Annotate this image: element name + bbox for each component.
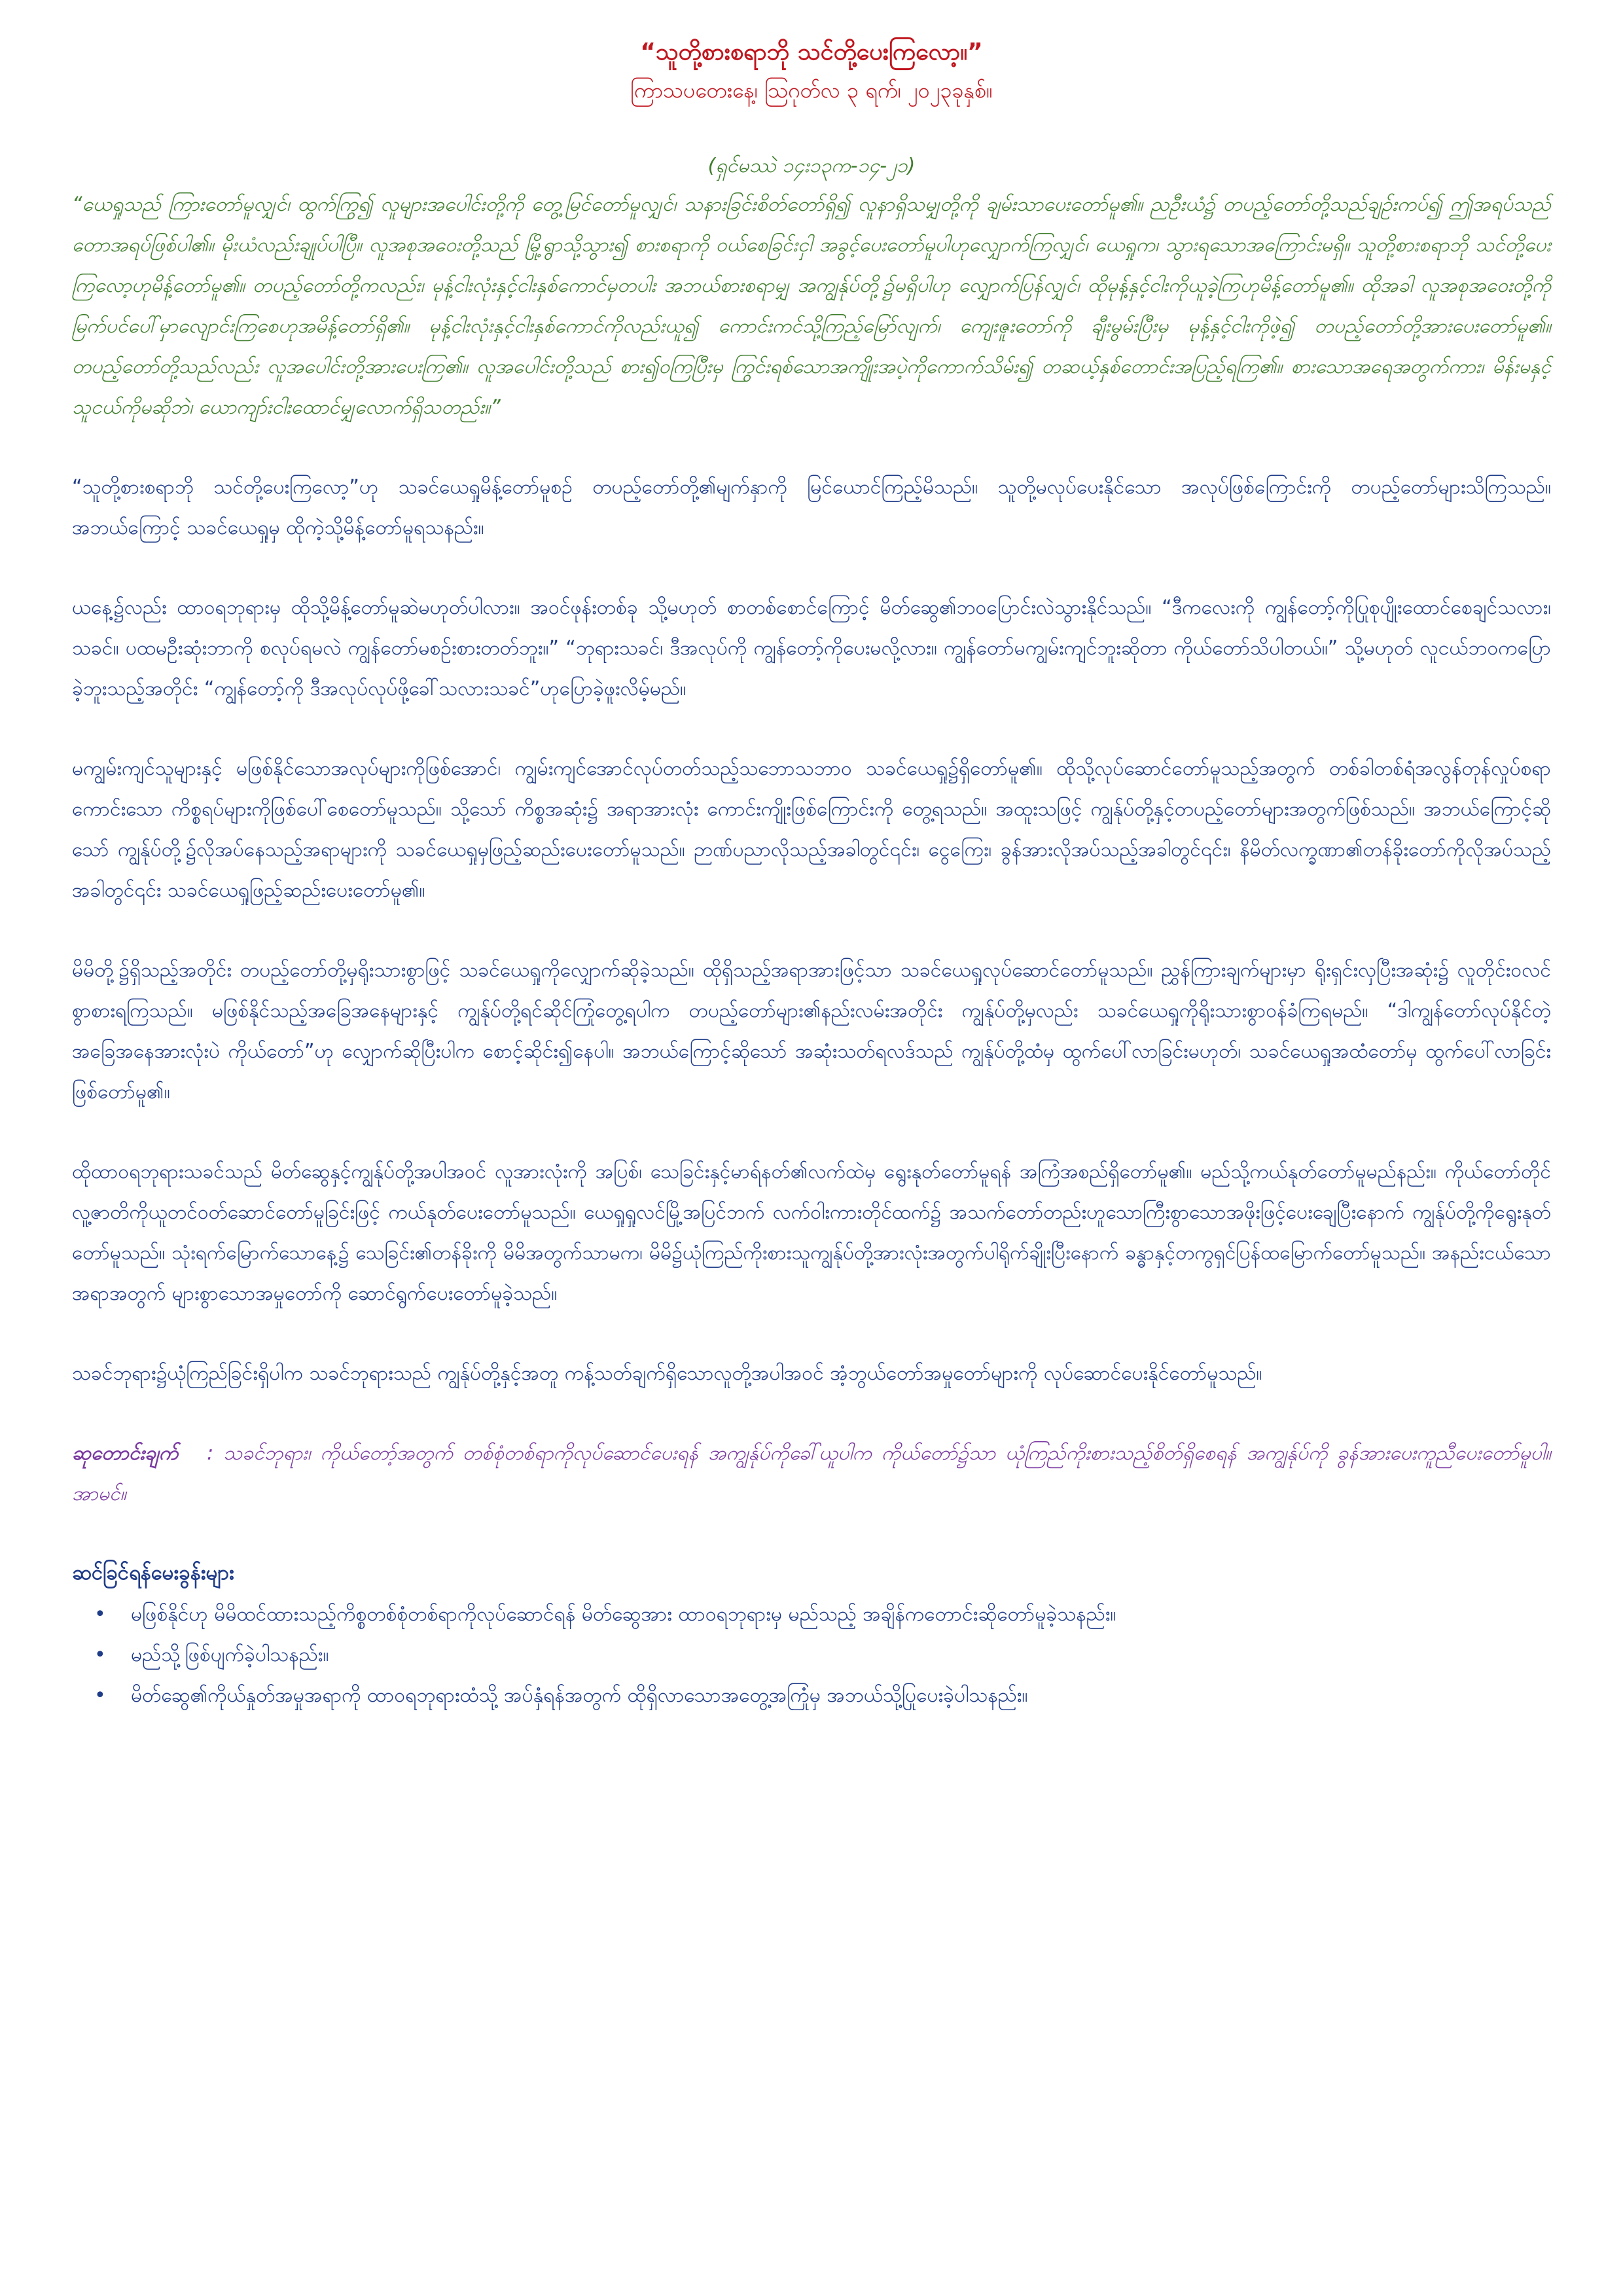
body-paragraph-5: ထိုထာဝရဘုရားသခင်သည် မိတ်ဆွေနှင့်ကျွန်ုပ်တို့အပါအဝင် လူအားလုံးကို အပြစ်၊ သေခြင်းနှင့်မာရ်နတ်၏လက်ထဲမှ ရွေးနုတ်တော်မူရန် အကြံအစည်ရှိတော်မူ၏။ မည်သို့ကယ်နုတ်တော်မူမည်နည်း။ ကိုယ်တော်တိုင် လူ့ဇာတိကိုယူတင်ဝတ်ဆောင်တော်မူခြင်းဖြင့် ကယ်နုတ်ပေးတော်မူသည်။ ယေရှုရှုလင်မြို့အပြင်ဘက် လက်ဝါးကားတိုင်ထက်၌ အသက်တော်တည်းဟူသောကြီးစွာသောအဖိုးဖြင့်ပေးချေပြီးနောက် ကျွန်ုပ်တို့ကိုရွေးနုတ်တော်မူသည်။ သုံးရက်မြောက်သောနေ့၌ သေခြင်း၏တန်ခိုးကို မိမိအတွက်သာမက၊ မိမိ၌ယုံကြည်ကိုးစားသူကျွန်ုပ်တို့အားလုံးအတွက်ပါရိုက်ချိုးပြီးနောက် ခန္ဓာနှင့်တကွရှင်ပြန်ထမြောက်တော်မူသည်။ အနည်းငယ်သောအရာအတွက် များစွာသောအမှုတော်ကို ဆောင်ရွက်ပေးတော်မူခဲ့သည်။ (72, 1160, 1551, 1305)
devotional-date: ကြာသပတေးနေ့၊ ဩဂုတ်လ ၃ ရက်၊ ၂၀၂၃ခုနှစ်။ (630, 78, 993, 103)
question-text: မဖြစ်နိုင်ဟု မိမိထင်ထားသည့်ကိစ္စတစ်စုံတစ်ရာကိုလုပ်ဆောင်ရန် မိတ်ဆွေအား ထာဝရဘုရားမှ မည်သည့် အချိန်ကတောင်းဆိုတော်မူခဲ့သနည်း။ (131, 1603, 1116, 1626)
list-item (94, 1635, 1551, 1676)
body-paragraph-2: ယနေ့၌လည်း ထာဝရဘုရားမှ ထိုသို့မိန့်တော်မူဆဲမဟုတ်ပါလား။ အဝင်ဖုန်းတစ်ခု သို့မဟုတ် စာတစ်စောင်ကြောင့် မိတ်ဆွေ၏ဘဝပြောင်းလဲသွားနိုင်သည်။ “ဒီကလေးကို ကျွန်တော့်ကိုပြုစုပျိုးထောင်စေချင်သလား၊ သခင်။ ပထမဦးဆုံးဘာကို စလုပ်ရမလဲ ကျွန်တော်မစဉ်းစားတတ်ဘူး။” “ဘုရားသခင်၊ ဒီအလုပ်ကို ကျွန်တော့်ကိုပေးမလို့လား။ ကျွန်တော်မကျွမ်းကျင်ဘူးဆိုတာ ကိုယ်တော်သိပါတယ်။” သို့မဟုတ် လူငယ်ဘဝကပြောခဲ့ဘူးသည့်အတိုင်း “ကျွန်တော့်ကို ဒီအလုပ်လုပ်ဖို့ခေါ်သလားသခင်”ဟုပြောခဲ့ဖူးလိမ့်မည်။ (72, 596, 1551, 700)
question-text: မည်သို့ဖြစ်ပျက်ခဲ့ပါသနည်း။ (131, 1643, 329, 1666)
bullet-icon: • (94, 1603, 106, 1626)
question-text: မိတ်ဆွေ၏ကိုယ်နှုတ်အမှုအရာကို ထာဝရဘုရားထံသို့ အပ်နှံရန်အတွက် ထိုရှိလာသောအတွေ့အကြုံမှ အဘယ်သို့ပြုပေးခဲ့ပါသနည်း။ (131, 1684, 1028, 1707)
reflection-questions (72, 1554, 1551, 1716)
questions-heading: ဆင်ခြင်ရန်မေးခွန်းများ (72, 1561, 234, 1585)
list-item (94, 1676, 1551, 1716)
prayer-text: : သခင်ဘုရား၊ ကိုယ်တော့်အတွက် တစ်စုံတစ်ရာကိုလုပ်ဆောင်ပေးရန် အကျွန်ုပ်ကိုခေါ်ယူပါက ကိုယ်တော်၌သာ ယုံကြည်ကိုးစားသည့်စိတ်ရှိစေရန် အကျွန်ုပ်ကို ခွန်အားပေးကူညီပေးတော်မူပါ။ အာမင်။ (72, 1442, 1551, 1505)
prayer-block (72, 1433, 1551, 1515)
body-paragraph-3: မကျွမ်းကျင်သူများနှင့် မဖြစ်နိုင်သောအလုပ်များကိုဖြစ်အောင်၊ ကျွမ်းကျင်အောင်လုပ်တတ်သည့်သဘောသဘာဝ သခင်ယေရှု၌ရှိတော်မူ၏။ ထိုသို့လုပ်ဆောင်တော်မူသည့်အတွက် တစ်ခါတစ်ရံအလွန်တုန်လှုပ်စရာကောင်းသော ကိစ္စရပ်များကိုဖြစ်ပေါ်စေတော်မူသည်။ သို့သော် ကိစ္စအဆုံး၌ အရာအားလုံး ကောင်းကျိုးဖြစ်ကြောင်းကို တွေ့ရသည်။ အထူးသဖြင့် ကျွန်ုပ်တို့နှင့်တပည့်တော်များအတွက်ဖြစ်သည်။ အဘယ်ကြောင့်ဆိုသော် ကျွန်ုပ်တို့၌လိုအပ်နေသည့်အရာများကို သခင်ယေရှုမှဖြည့်ဆည်းပေးတော်မူသည်။ ဉာဏ်ပညာလိုသည့်အခါတွင်၎င်း၊ ငွေကြေး၊ ခွန်အားလိုအပ်သည့်အခါတွင်၎င်း၊ နိမိတ်လက္ခဏာ၏တန်ခိုးတော်ကိုလိုအပ်သည့်အခါတွင်၎င်း သခင်ယေရှုဖြည့်ဆည်းပေးတော်မူ၏။ (72, 757, 1551, 902)
devotional-title: “သူတို့စားစရာဘို သင်တို့ပေးကြလော့။” (640, 39, 983, 65)
scripture-text: “ယေရှုသည် ကြားတော်မူလျှင်၊ ထွက်ကြွ၍ လူများအပေါင်းတို့ကို တွေ့မြင်တော်မူလျှင်၊ သနားခြင်းစိတ်တော်ရှိ၍ လူနာရှိသမျှတို့ကို ချမ်းသာပေးတော်မူ၏။ ညဦးယံ၌ တပည့်တော်တို့သည်ချဉ်းကပ်၍ ဤအရပ်သည် တောအရပ်ဖြစ်ပါ၏။ မိုးယံလည်းချုပ်ပါပြီ။ လူအစုအဝေးတို့သည် မြို့ရွာသို့သွား၍ စားစရာကို ဝယ်စေခြင်းငှါ အခွင့်ပေးတော်မူပါဟုလျှောက်ကြလျှင်၊ ယေရှုက၊ သွားရသောအကြောင်းမရှိ။ သူတို့စားစရာဘို သင်တို့ပေးကြလော့ဟုမိန့်တော်မူ၏။ တပည့်တော်တို့ကလည်း၊ မုန့်ငါးလုံးနှင့်ငါးနှစ်ကောင်မှတပါး အဘယ်စားစရာမျှ အကျွန်ုပ်တို့၌မရှိပါဟု လျှောက်ပြန်လျှင်၊ ထိုမုန့်နှင့်ငါးကိုယူခဲ့ကြဟုမိန့်တော်မူ၏။ ထိုအခါ လူအစုအဝေးတို့ကို မြက်ပင်ပေါ်မှာလျောင်းကြစေဟုအမိန့်တော်ရှိ၏။ မုန့်ငါးလုံးနှင့်ငါးနှစ်ကောင်ကိုလည်းယူ၍ ကောင်းကင်သို့ကြည့်မြော်လျက်၊ ကျေးဇူးတော်ကို ချီးမွမ်းပြီးမှ မုန့်နှင့်ငါးကိုဖဲ့၍ တပည့်တော်တို့အားပေးတော်မူ၏။ တပည့်တော်တို့သည်လည်း လူအပေါင်းတို့အားပေးကြ၏။ လူအပေါင်းတို့သည် စား၍ဝကြပြီးမှ ကြွင်းရစ်သောအကျိုးအပဲ့ကိုကောက်သိမ်း၍ တဆယ့်နှစ်တောင်းအပြည့်ရကြ၏။ စားသောအရေအတွက်ကား၊ မိန်းမနှင့်သူငယ်ကိုမဆိုဘဲ၊ ယောကျာ်းငါးထောင်မျှလောက်ရှိသတည်း။” (72, 193, 1551, 419)
bullet-icon: • (94, 1643, 106, 1666)
prayer-label: ဆုတောင်းချက် (72, 1442, 179, 1465)
devotional-page (72, 33, 1551, 1716)
body-paragraph-4: မိမိတို့၌ရှိသည့်အတိုင်း တပည့်တော်တို့မှရိုးသားစွာဖြင့် သခင်ယေရှုကိုလျှောက်ဆိုခဲ့သည်။ ထိုရှိသည့်အရာအားဖြင့်သာ သခင်ယေရှုလုပ်ဆောင်တော်မူသည်။ ညွှန်ကြားချက်များမှာ ရိုးရှင်းလှပြီးအဆုံး၌ လူတိုင်းဝလင်စွာစားရကြသည်။ မဖြစ်နိုင်သည့်အခြေအနေများနှင့် ကျွန်ုပ်တို့ရင်ဆိုင်ကြုံတွေ့ရပါက တပည့်တော်များ၏နည်းလမ်းအတိုင်း ကျွန်ုပ်တို့မှလည်း သခင်ယေရှုကိုရိုးသားစွာဝန်ခံကြရမည်။ “ဒါကျွန်တော်လုပ်နိုင်တဲ့ အခြေအနေအားလုံးပဲ ကိုယ်တော်”ဟု လျှောက်ဆိုပြီးပါက စောင့်ဆိုင်း၍နေပါ။ အဘယ်ကြောင့်ဆိုသော် အဆုံးသတ်ရလဒ်သည် ကျွန်ုပ်တို့ထံမှ ထွက်ပေါ်လာခြင်းမဟုတ်၊ သခင်ယေရှုအထံတော်မှ ထွက်ပေါ်လာခြင်းဖြစ်တော်မူ၏။ (72, 959, 1552, 1103)
list-item (94, 1594, 1551, 1635)
body-paragraph-1: “သူတို့စားစရာဘို သင်တို့ပေးကြလော့”ဟု သခင်ယေရှုမိန့်တော်မူစဉ် တပည့်တော်တို့၏မျက်နှာကို မြင်ယောင်ကြည့်မိသည်။ သူတို့မလုပ်ပေးနိုင်သော အလုပ်ဖြစ်ကြောင်းကို တပည့်တော်များသိကြသည်။ အဘယ်ကြောင့် သခင်ယေရှုမှ ထိုကဲ့သို့မိန့်တော်မူရသနည်း။ (72, 476, 1551, 539)
scripture-reference: (ရှင်မဿဲ ၁၄း၁၃က-၁၄-၂၁) (707, 154, 916, 177)
bullet-icon: • (94, 1684, 106, 1707)
body-paragraph-6: သခင်ဘုရား၌ယုံကြည်ခြင်းရှိပါက သခင်ဘုရားသည် ကျွန်ုပ်တို့နှင့်အတူ ကန့်သတ်ချက်ရှိသောလူတို့အပါအဝင် အံ့ဘွယ်တော်အမှုတော်များကို လုပ်ဆောင်ပေးနိုင်တော်မူသည်။ (72, 1362, 1262, 1385)
questions-list (72, 1594, 1551, 1716)
